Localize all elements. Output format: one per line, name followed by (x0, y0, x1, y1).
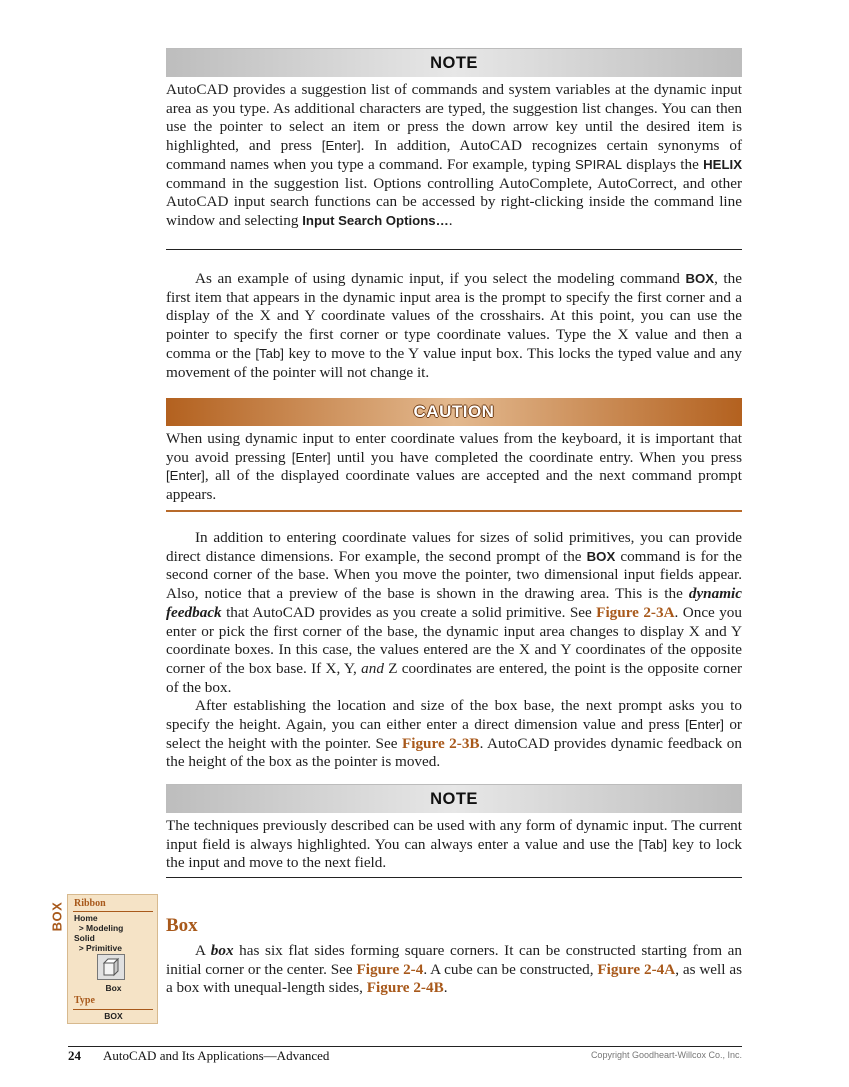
type-command: BOX (104, 1011, 123, 1021)
cube-icon (98, 955, 124, 979)
paragraph-text: As an example of using dynamic input, if you select the modeling command BOX, the first item that appears in the dynamic input area is the prompt to specify the first corner and a display of the X and Y coordinate values of the crosshairs. At this point, you can use the pointer to specify the first corner or type coordinate values. Type the X value and then a comma or the [Tab] key to move to the Y value input box. This locks the typed value and any movement of the pointer will not change it. (166, 270, 742, 381)
caution-text: When using dynamic input to enter coordinate values from the keyboard, it is important that you avoid pressing [Enter] until you have completed the coordinate entry. When you press [Enter], all of the displayed coordinate values are accepted and the next command prompt appears. (166, 430, 742, 504)
page-number: 24 (68, 1048, 81, 1063)
ribbon-path-primitive: > Primitive (74, 943, 122, 953)
type-header: Type (74, 995, 95, 1006)
figure-link-2-3a[interactable]: Figure 2-3A (596, 603, 675, 621)
ribbon-path-home: Home (74, 913, 98, 923)
body-paragraph-2 (166, 529, 742, 772)
option-input-search: Input Search Options… (302, 212, 449, 228)
footer-left (68, 1048, 329, 1064)
term-box: box (210, 942, 234, 959)
command-spiral: SPIRAL (575, 156, 622, 172)
note-header-bar (166, 48, 742, 77)
book-title: AutoCAD and Its Applications—Advanced (103, 1048, 330, 1063)
note-text: AutoCAD provides a suggestion list of commands and system variables at the dynamic input area as you type. As additional characters are typed, the suggestion list changes. You can then use the pointer to select an item or press the down arrow key until the desired item is highlighted, and press [Enter]. In addition, AutoCAD recognizes certain synonyms of command names when you type a command. For example, typing SPIRAL displays the HELIX command in the suggestion list. Options controlling AutoComplete, AutoCorrect, and other AutoCAD input search functions can be accessed by right-clicking inside the command line window and selecting Input Search Options…. (166, 81, 743, 229)
command-box: BOX (685, 271, 715, 286)
side-tab-box: BOX (49, 901, 65, 931)
key-enter: [Enter] (291, 449, 331, 465)
key-tab: [Tab] (255, 345, 284, 361)
copyright: Copyright Goodheart-Willcox Co., Inc. (590, 1050, 742, 1060)
caution-header: CAUTION (413, 402, 495, 421)
note-header-bar (166, 784, 742, 813)
key-enter: [Enter] (321, 138, 361, 154)
box-tool-label: Box (105, 983, 122, 993)
key-enter: [Enter] (685, 717, 724, 733)
ribbon-path-solid: Solid (74, 933, 95, 943)
command-access-panel (67, 894, 158, 1024)
term-dynamic-feedback: dynamic feedback (166, 585, 742, 621)
divider (73, 1009, 153, 1010)
caution-header-bar (166, 398, 742, 426)
divider (73, 911, 153, 912)
box-tool-icon[interactable] (97, 954, 125, 980)
note-box-1 (166, 48, 742, 231)
footer-rule (68, 1046, 742, 1047)
figure-link-2-4a[interactable]: Figure 2-4A (597, 960, 676, 978)
paragraph-text: In addition to entering coordinate values for sizes of solid primitives, you can provide direct distance dimensions. For example, the second prompt of the BOX command is for the second corner of the base. When you move the pointer, two dimensional input fields appear. Also, notice that a preview of the base is shown in the drawing area. This is the dynamic feedback that AutoCAD provides as you create a solid primitive. See Figure 2-3A. Once you enter or pick the first corner of the base, the dynamic input area changes to display X and Y coordinate boxes. In this case, the values entered are the X and Y coordinates of the opposite corner of the box base. If X, Y, and Z coordinates are entered, the point is the opposite corner of the box. (166, 529, 743, 696)
key-enter: [Enter] (166, 468, 205, 484)
command-box: BOX (586, 548, 616, 564)
figure-link-2-4b[interactable]: Figure 2-4B (366, 979, 444, 997)
section-heading-box: Box (166, 915, 198, 936)
figure-link-2-4[interactable]: Figure 2-4 (356, 960, 424, 978)
note-header: NOTE (430, 789, 478, 808)
note-bottom-rule (166, 249, 742, 250)
ribbon-path-modeling: > Modeling (74, 923, 124, 933)
box-paragraph: A box has six flat sides forming square corners. It can be constructed starting from an initial corner or the center. See Figure 2-4. A cube can be constructed, Figure 2-4A, as well as a box with unequal-length sides, Figure 2-4B. (166, 942, 742, 997)
command-helix: HELIX (703, 156, 742, 172)
body-paragraph-3: After establishing the location and size of the box base, the next prompt asks you to specify the height. Again, you can either enter a direct dimension value and press [Enter] or select the height with the pointer. See Figure 2-3B. AutoCAD provides dynamic feedback on the height of the box as the pointer is moved. (166, 697, 742, 771)
note-box-2 (166, 784, 742, 873)
ribbon-header: Ribbon (74, 898, 106, 909)
caution-bottom-rule (166, 510, 742, 512)
note-text: The techniques previously described can be used with any form of dynamic input. The current input field is always highlighted. You can always enter a value and use the [Tab] key to lock the input and move to the next field. (166, 817, 742, 872)
caution-box (166, 398, 742, 505)
note-bottom-rule (166, 877, 742, 878)
box-section (166, 915, 742, 998)
note-header: NOTE (430, 53, 478, 72)
body-paragraph-1 (166, 270, 742, 382)
figure-link-2-3b[interactable]: Figure 2-3B (401, 734, 480, 752)
key-tab: [Tab] (638, 836, 668, 852)
